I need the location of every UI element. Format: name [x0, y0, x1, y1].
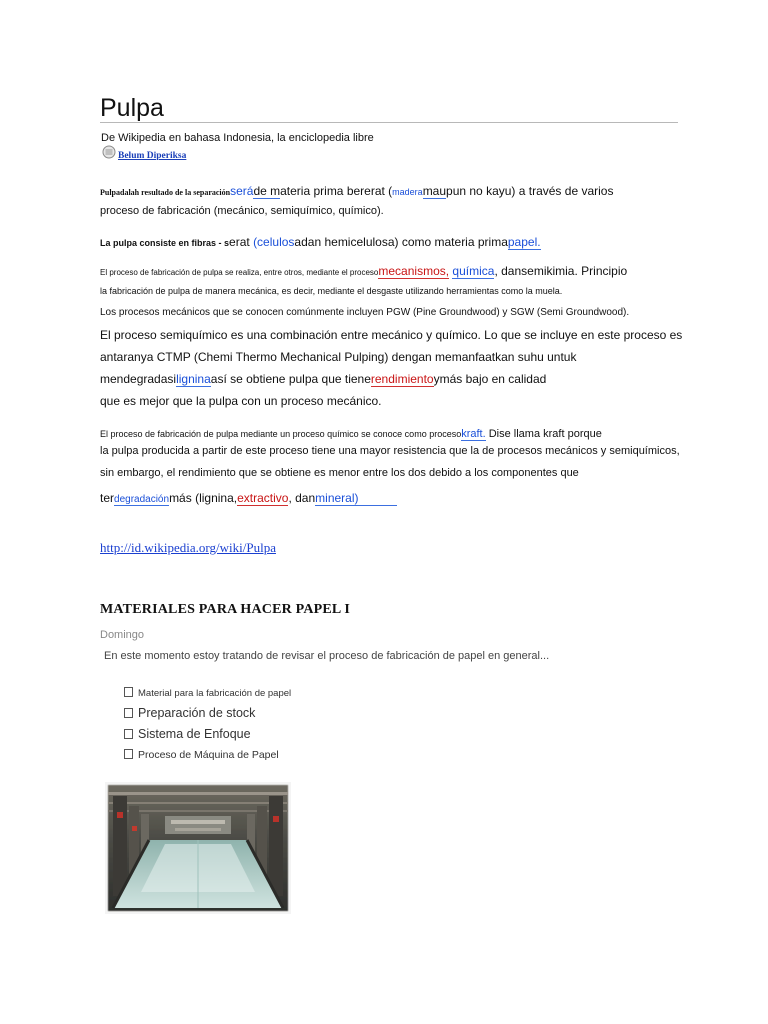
text-run: , dansemikimia. Principio: [494, 264, 628, 278]
paragraph-3-line-6: [100, 372, 546, 386]
inline-link-papel[interactable]: papel.: [507, 235, 541, 249]
text-run: dan hemicelulosa) como materia prima: [301, 235, 508, 249]
text-run: El proceso de fabricación de pulpa se realiza, entre otros, mediante el proceso: [100, 268, 379, 277]
text-run: mendegradasi: [100, 372, 177, 386]
list-item: [124, 706, 255, 720]
paragraph-4-line-2: la pulpa producida a partir de este proceso tiene una mayor resistencia que la de procesos mecánicos y semiquímicos,: [100, 445, 680, 457]
paragraph-1-line-1: [100, 182, 613, 200]
section-intro: En este momento estoy tratando de revisar el proceso de fabricación de papel en general...: [104, 650, 550, 662]
inline-link-mineral[interactable]: mineral): [315, 491, 396, 506]
text-run: Pulpadalah resultado de la separación: [100, 188, 231, 197]
list-item-label: Preparación de stock: [138, 706, 256, 720]
section-heading: MATERIALES PARA HACER PAPEL I: [100, 602, 351, 617]
list-item: [124, 727, 251, 741]
text-run: El proceso de fabricación de pulpa mediante un proceso químico se conoce como proceso: [100, 429, 462, 439]
checkbox-bullet-icon: [124, 687, 133, 697]
paper-machine-photo: [105, 782, 291, 914]
text-run: ter: [100, 491, 115, 505]
text-run: , dan: [288, 491, 316, 505]
text-run: a: [294, 235, 302, 249]
paragraph-3-line-4: El proceso semiquímico es una combinación entre mecánico y químico. Lo que se incluye en este proceso es: [100, 328, 683, 342]
list-item-label: Material para la fabricación de papel: [138, 688, 292, 699]
text-run: pun no kayu) a través de varios: [446, 184, 614, 198]
paragraph-3-line-2: la fabricación de pulpa de manera mecánica, es decir, mediante el desgaste utilizando herramientas como la muela.: [100, 286, 563, 296]
paragraph-4-line-1: [100, 424, 602, 442]
list-item: [124, 687, 291, 699]
inline-link-madera[interactable]: madera: [392, 187, 423, 197]
list-item: [124, 749, 279, 761]
inline-link-lignina[interactable]: lignina: [176, 372, 211, 386]
paragraph-3-line-3: Los procesos mecánicos que se conocen comúnmente incluyen PGW (Pine Groundwood) y SGW (Semi Groundwood).: [100, 307, 630, 318]
inline-link-mecanismos[interactable]: mecanismos,: [378, 264, 450, 278]
paragraph-2: [100, 233, 541, 251]
unchecked-status-icon: [102, 145, 116, 159]
text-run: erat: [229, 235, 254, 249]
page-title: Pulpa: [100, 94, 164, 122]
text-run: así se obtiene pulpa que tiene: [210, 372, 371, 386]
inline-link-kraft[interactable]: kraft.: [461, 428, 486, 440]
checkbox-bullet-icon: [124, 729, 133, 739]
list-item-label: Proceso de Máquina de Papel: [138, 749, 279, 761]
checkbox-bullet-icon: [124, 749, 133, 759]
inline-link-degradacion[interactable]: degradación: [114, 494, 170, 505]
post-date: Domingo: [100, 629, 145, 641]
text-run: Dise llama kraft porque: [485, 428, 602, 440]
page-subtitle: De Wikipedia en bahasa Indonesia, la enciclopedia libre: [101, 132, 374, 144]
title-divider: [100, 122, 678, 123]
paragraph-3-line-1: [100, 262, 627, 280]
inline-link-extractivo[interactable]: extractivo: [237, 491, 289, 505]
source-url-link[interactable]: http://id.wikipedia.org/wiki/Pulpa: [100, 540, 276, 555]
paragraph-3-line-5: antaranya CTMP (Chemi Thermo Mechanical Pulping) dengan memanfaatkan suhu untuk: [100, 350, 577, 364]
inline-link-quimica[interactable]: química: [452, 264, 495, 278]
text-run: mau: [422, 184, 447, 198]
inline-link-celulosa[interactable]: (celulos: [253, 235, 295, 249]
text-run: ateria prima bererat (: [280, 184, 393, 198]
text-run: de m: [253, 184, 281, 198]
checkbox-bullet-icon: [124, 708, 133, 718]
inline-link[interactable]: será: [230, 184, 254, 198]
inline-link-rendimiento[interactable]: rendimiento: [370, 372, 434, 386]
paragraph-1-line-2: proceso de fabricación (mecánico, semiquímico, químico).: [100, 205, 384, 217]
text-run: más (lignina,: [169, 491, 238, 505]
paragraph-3-line-7: que es mejor que la pulpa con un proceso mecánico.: [100, 394, 382, 408]
paragraph-4-line-3: sin embargo, el rendimiento que se obtiene es menor entre los dos debido a los componentes que: [100, 467, 579, 479]
list-item-label: Sistema de Enfoque: [138, 727, 251, 741]
review-status-link[interactable]: Belum Diperiksa: [118, 151, 187, 161]
text-run: ymás bajo en calidad: [433, 372, 547, 386]
paragraph-4-line-4: [100, 489, 397, 507]
text-run: La pulpa consiste en fibras - s: [100, 238, 230, 248]
